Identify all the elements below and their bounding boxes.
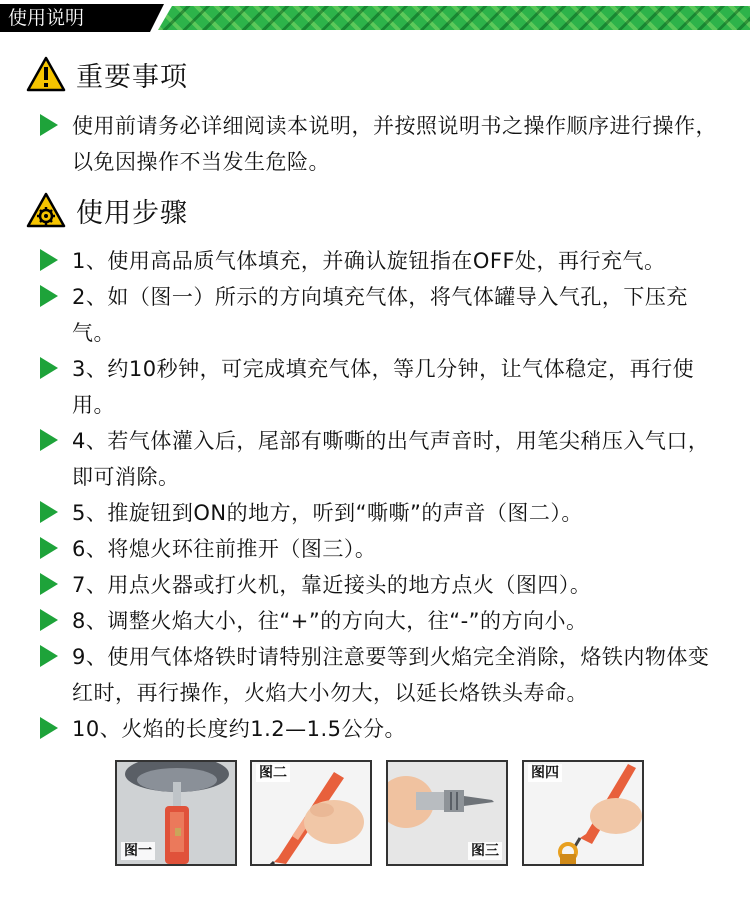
step-text: 4、若气体灌入后，尾部有嘶嘶的出气声音时，用笔尖稍压入气口，即可消除。 <box>72 429 710 489</box>
step-text: 2、如（图一）所示的方向填充气体，将气体罐导入气孔，下压充气。 <box>72 285 688 345</box>
step-text: 6、将熄火环往前推开（图三）。 <box>72 537 377 561</box>
header-title: 使用说明 <box>0 4 150 32</box>
figure-2-photo <box>250 760 372 866</box>
step-item <box>40 567 730 603</box>
triangle-bullet-icon <box>40 285 58 307</box>
figure-2-caption: 图二 <box>256 764 290 782</box>
step-text: 3、约10秒钟，可完成填充气体，等几分钟，让气体稳定，再行使用。 <box>72 357 695 417</box>
section-steps-title: 使用步骤 <box>76 197 188 229</box>
step-item <box>40 351 730 423</box>
step-text: 7、用点火器或打火机，靠近接头的地方点火（图四）。 <box>72 573 592 597</box>
step-text: 8、调整火焰大小，往“+”的方向大，往“-”的方向小。 <box>72 609 588 633</box>
triangle-bullet-icon <box>40 717 58 739</box>
figure-3-caption: 图三 <box>468 842 502 860</box>
step-item <box>40 603 730 639</box>
header-banner <box>0 0 750 36</box>
figure-1-caption: 图一 <box>121 842 155 860</box>
step-text: 9、使用气体烙铁时请特别注意要等到火焰完全消除，烙铁内物体变红时，再行操作，火焰大小勿大，以延长烙铁头寿命。 <box>72 645 710 705</box>
section-steps <box>26 190 188 230</box>
important-text: 使用前请务必详细阅读本说明，并按照说明书之操作顺序进行操作，以免因操作不当发生危险。 <box>72 114 717 174</box>
triangle-bullet-icon <box>40 609 58 631</box>
step-item <box>40 711 730 747</box>
gear-warning-icon <box>26 192 66 228</box>
figure-4-caption: 图四 <box>528 764 562 782</box>
figure-3-photo <box>386 760 508 866</box>
step-item <box>40 495 730 531</box>
header-stripes <box>158 6 750 30</box>
step-item <box>40 279 730 351</box>
step-item <box>40 531 730 567</box>
step-text: 10、火焰的长度约1.2—1.5公分。 <box>72 717 407 741</box>
section-important <box>26 54 188 94</box>
figure-1-photo <box>115 760 237 866</box>
triangle-bullet-icon <box>40 537 58 559</box>
triangle-bullet-icon <box>40 429 58 451</box>
triangle-bullet-icon <box>40 114 58 136</box>
step-item <box>40 423 730 495</box>
step-text: 5、推旋钮到ON的地方，听到“嘶嘶”的声音（图二）。 <box>72 501 583 525</box>
warning-triangle-icon <box>26 56 66 92</box>
triangle-bullet-icon <box>40 249 58 271</box>
step-item <box>40 243 730 279</box>
step-item <box>40 639 730 711</box>
important-paragraph <box>40 108 730 180</box>
step-text: 1、使用高品质气体填充，并确认旋钮指在OFF处，再行充气。 <box>72 249 666 273</box>
triangle-bullet-icon <box>40 573 58 595</box>
triangle-bullet-icon <box>40 501 58 523</box>
figure-4-photo <box>522 760 644 866</box>
section-important-title: 重要事项 <box>76 61 188 93</box>
triangle-bullet-icon <box>40 645 58 667</box>
triangle-bullet-icon <box>40 357 58 379</box>
